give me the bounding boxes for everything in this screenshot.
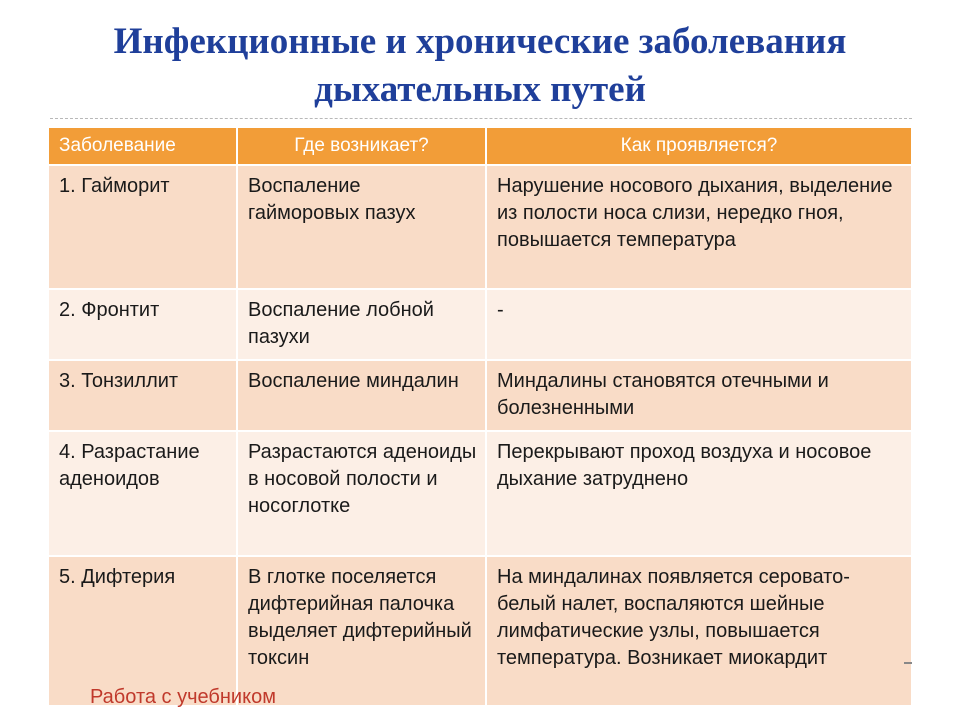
header-how: Как проявляется?	[486, 128, 911, 165]
diseases-table	[49, 128, 911, 707]
cell-where: В глотке поселяется дифтерийная палочка выделяет дифтерийный токсин	[237, 556, 486, 706]
cell-disease: 4. Разрастание аденоидов	[49, 431, 237, 556]
table-row	[49, 360, 911, 431]
page-title-line-2: дыхательных путей	[314, 69, 646, 110]
textbook-work-link[interactable]: Работа с учебником	[90, 686, 276, 708]
table-row	[49, 289, 911, 360]
cell-how: Миндалины становятся отечными и болезненными	[486, 360, 911, 431]
cell-where: Воспаление лобной пазухи	[237, 289, 486, 360]
cell-how: -	[486, 289, 911, 360]
cell-how: На миндалинах появляется серовато- белый налет, воспаляются шейные лимфатические узлы, повышается температура. Возникает миокардит	[486, 556, 911, 706]
table-row	[49, 165, 911, 289]
cell-where: Разрастаются аденоиды в носовой полости и носоглотке	[237, 431, 486, 556]
cell-how: Нарушение носового дыхания, выделение из полости носа слизи, нередко гноя, повышается температура	[486, 165, 911, 289]
table-row	[49, 556, 911, 706]
cell-disease: 2. Фронтит	[49, 289, 237, 360]
cell-how: Перекрывают проход воздуха и носовое дыхание затруднено	[486, 431, 911, 556]
cell-where: Воспаление гайморовых пазух	[237, 165, 486, 289]
header-disease: Заболевание	[49, 128, 237, 165]
header-where: Где возникает?	[237, 128, 486, 165]
cell-disease: 1. Гайморит	[49, 165, 237, 289]
table-header-row	[49, 128, 911, 165]
cell-where: Воспаление миндалин	[237, 360, 486, 431]
cell-disease: 5. Дифтерия	[49, 556, 237, 706]
table-row	[49, 431, 911, 556]
title-divider	[50, 118, 912, 119]
cell-disease: 3. Тонзиллит	[49, 360, 237, 431]
corner-mark	[904, 662, 912, 664]
page-title-line-1: Инфекционные и хронические заболевания	[113, 21, 847, 62]
page-title	[0, 18, 960, 114]
